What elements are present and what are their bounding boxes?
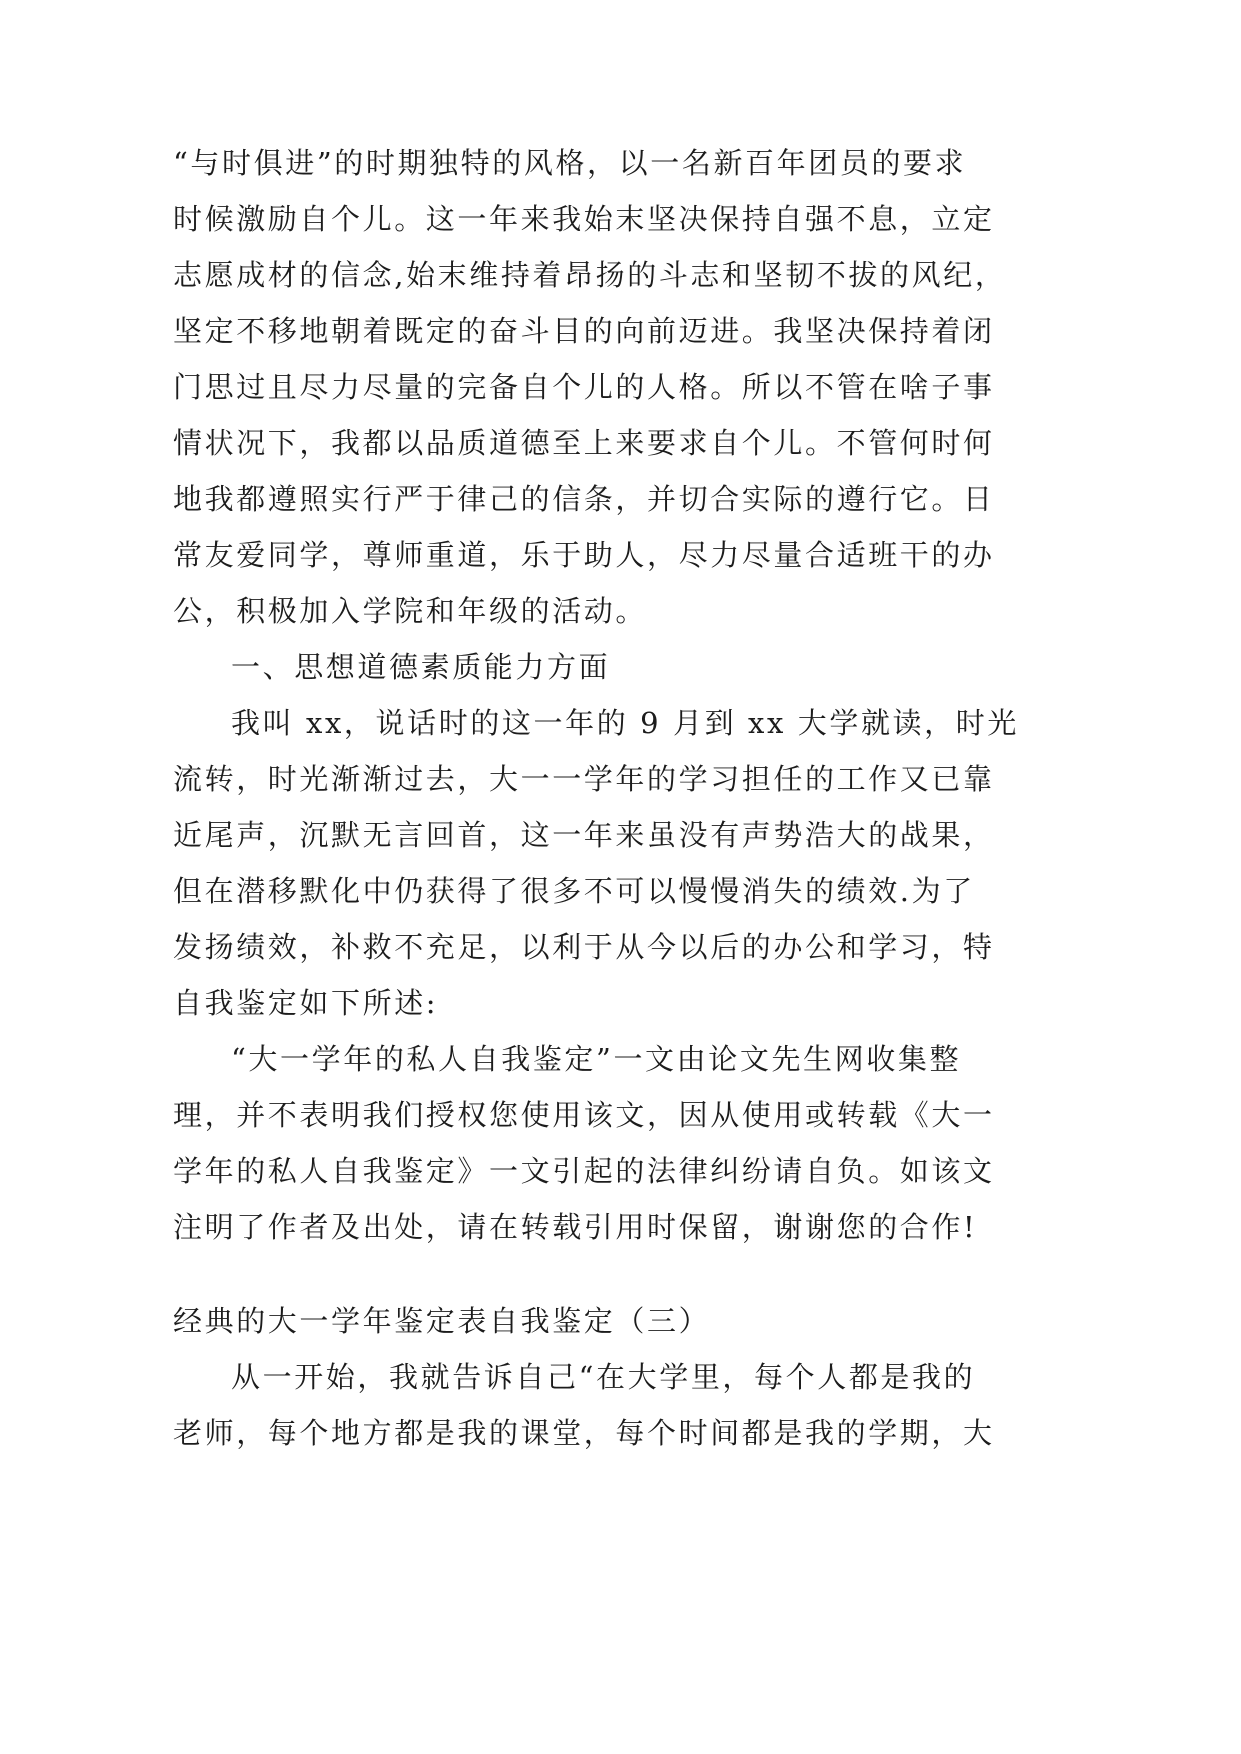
body-text-line: 坚定不移地朝着既定的奋斗目的向前迈进。我坚决保持着闭 <box>173 314 995 348</box>
body-text-line: “与时俱进”的时期独特的风格，以一名新百年团员的要求 <box>173 146 967 180</box>
body-text-line: 发扬绩效，补救不充足，以利于从今以后的办公和学习，特 <box>173 930 995 964</box>
body-text-line: 公，积极加入学院和年级的活动。 <box>173 594 648 628</box>
article-title: 经典的大一学年鉴定表自我鉴定（三） <box>173 1304 711 1338</box>
body-text-line: 注明了作者及出处，请在转载引用时保留，谢谢您的合作! <box>173 1210 978 1244</box>
body-text-line: 情状况下，我都以品质道德至上来要求自个儿。不管何时何 <box>173 426 995 460</box>
body-text-line: 流转，时光渐渐过去，大一一学年的学习担任的工作又已靠 <box>173 762 995 796</box>
body-text-line: 自我鉴定如下所述: <box>173 986 439 1020</box>
body-text-line: 近尾声，沉默无言回首，这一年来虽没有声势浩大的战果， <box>173 818 995 852</box>
body-text-line: 理，并不表明我们授权您使用该文，因从使用或转载《大一 <box>173 1098 995 1132</box>
body-text-line: 我叫 xx，说话时的这一年的 9 月到 xx 大学就读，时光 <box>231 706 1019 740</box>
body-text-line: 地我都遵照实行严于律己的信条，并切合实际的遵行它。日 <box>173 482 995 516</box>
body-text-line: 学年的私人自我鉴定》一文引起的法律纠纷请自负。如该文 <box>173 1154 995 1188</box>
body-text-line: 老师，每个地方都是我的课堂，每个时间都是我的学期，大 <box>173 1416 995 1450</box>
body-text-line: 时候激励自个儿。这一年来我始末坚决保持自强不息，立定 <box>173 202 995 236</box>
body-text-line: 但在潜移默化中仍获得了很多不可以慢慢消失的绩效.为了 <box>173 874 975 908</box>
body-text-line: 志愿成材的信念,始末维持着昂扬的斗志和坚韧不拔的风纪， <box>173 258 1007 292</box>
body-text-line: “大一学年的私人自我鉴定”一文由论文先生网收集整 <box>231 1042 962 1076</box>
body-text-line: 从一开始，我就告诉自己“在大学里，每个人都是我的 <box>231 1360 976 1394</box>
body-text-line: 门思过且尽力尽量的完备自个儿的人格。所以不管在啥子事 <box>173 370 995 404</box>
section-heading: 一、思想道德素质能力方面 <box>231 650 611 684</box>
body-text-line: 常友爱同学，尊师重道，乐于助人，尽力尽量合适班干的办 <box>173 538 995 572</box>
